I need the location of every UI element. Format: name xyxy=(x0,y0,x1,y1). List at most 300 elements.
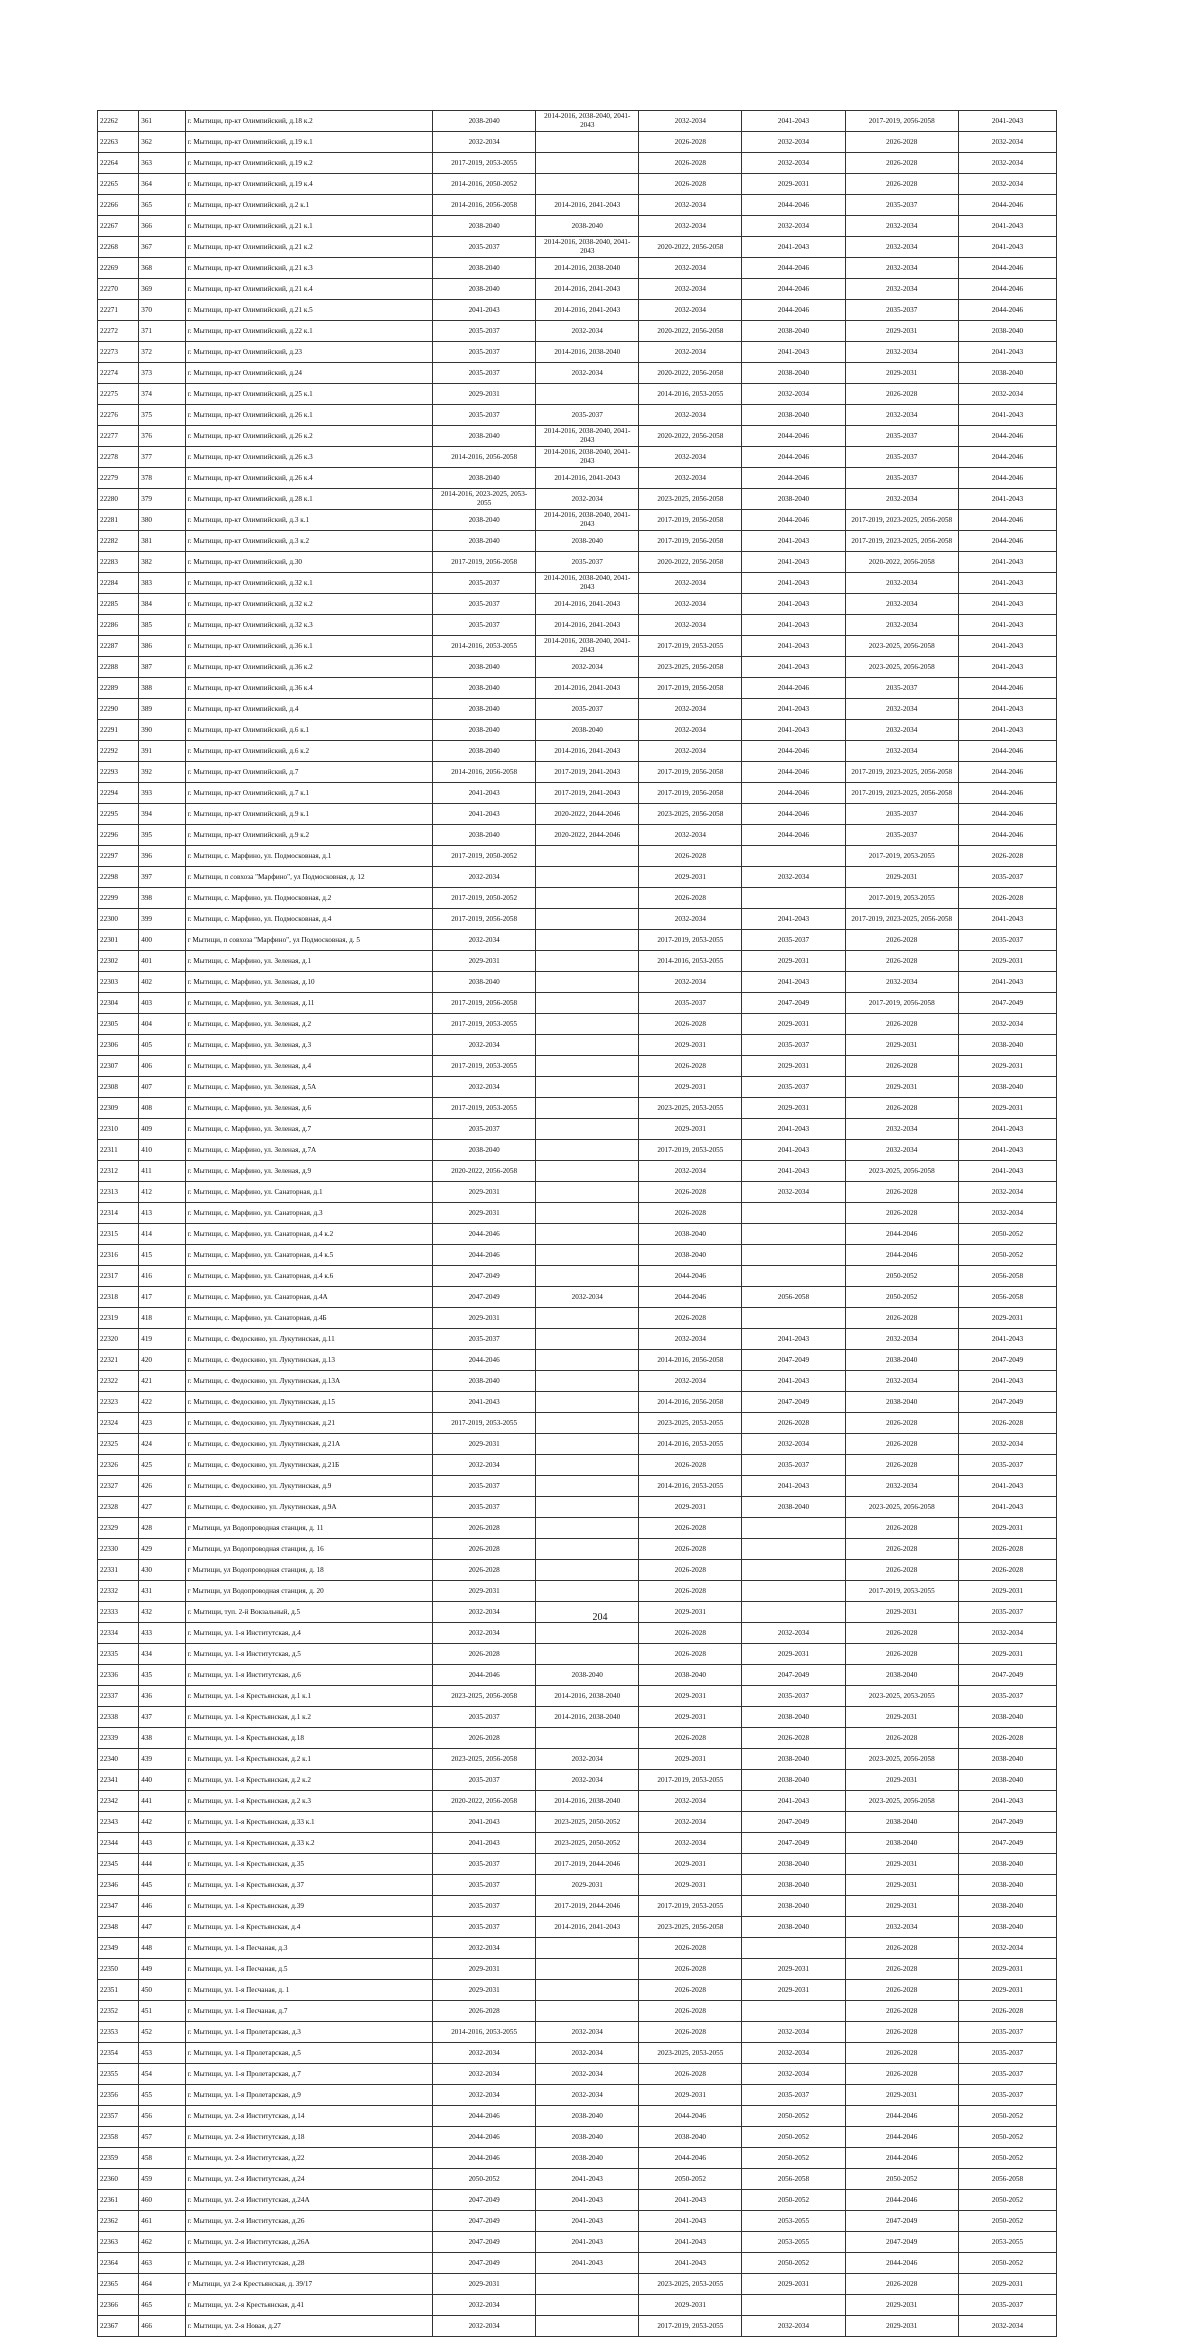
row-number-cell: 395 xyxy=(139,825,185,846)
row-id-cell: 22282 xyxy=(98,531,139,552)
address-cell: г. Мытищи, с. Федоскино, ул. Лукутинская, д.9А xyxy=(185,1497,432,1518)
period-cell-4: 2041-2043 xyxy=(742,615,845,636)
period-cell-3: 2017-2019, 2053-2055 xyxy=(639,2316,742,2337)
row-id-cell: 22321 xyxy=(98,1350,139,1371)
table-row xyxy=(98,1287,1057,1308)
period-cell-3: 2026-2028 xyxy=(639,174,742,195)
period-cell-3: 2029-2031 xyxy=(639,1035,742,1056)
table-row xyxy=(98,1413,1057,1434)
address-cell: г. Мытищи, с. Марфино, ул. Санаторная, д.4Б xyxy=(185,1308,432,1329)
period-cell-3: 2023-2025, 2053-2055 xyxy=(639,1098,742,1119)
period-cell-5: 2026-2028 xyxy=(845,2001,958,2022)
row-id-cell: 22320 xyxy=(98,1329,139,1350)
period-cell-2: 2014-2016, 2038-2040, 2041-2043 xyxy=(536,510,639,531)
row-number-cell: 376 xyxy=(139,426,185,447)
period-cell-6: 2035-2037 xyxy=(958,2022,1056,2043)
row-id-cell: 22365 xyxy=(98,2274,139,2295)
period-cell-3: 2041-2043 xyxy=(639,2190,742,2211)
row-number-cell: 411 xyxy=(139,1161,185,1182)
period-cell-4: 2032-2034 xyxy=(742,1182,845,1203)
period-cell-5: 2035-2037 xyxy=(845,300,958,321)
row-id-cell: 22344 xyxy=(98,1833,139,1854)
address-cell: г. Мытищи, пр-кт Олимпийский, д.22 к.1 xyxy=(185,321,432,342)
table-row xyxy=(98,1224,1057,1245)
period-cell-6: 2041-2043 xyxy=(958,909,1056,930)
period-cell-5: 2023-2025, 2056-2058 xyxy=(845,636,958,657)
period-cell-2 xyxy=(536,1224,639,1245)
period-cell-1: 2029-2031 xyxy=(433,1980,536,2001)
period-cell-4: 2053-2055 xyxy=(742,2232,845,2253)
table-row xyxy=(98,1728,1057,1749)
address-cell: г. Мытищи, пр-кт Олимпийский, д.19 к.4 xyxy=(185,174,432,195)
row-number-cell: 385 xyxy=(139,615,185,636)
row-id-cell: 22268 xyxy=(98,237,139,258)
row-id-cell: 22338 xyxy=(98,1707,139,1728)
period-cell-1: 2014-2016, 2023-2025, 2053-2055 xyxy=(433,489,536,510)
period-cell-5: 2032-2034 xyxy=(845,615,958,636)
period-cell-5: 2026-2028 xyxy=(845,1014,958,1035)
row-id-cell: 22367 xyxy=(98,2316,139,2337)
period-cell-4: 2044-2046 xyxy=(742,279,845,300)
period-cell-3: 2026-2028 xyxy=(639,153,742,174)
period-cell-6: 2029-2031 xyxy=(958,2274,1056,2295)
row-number-cell: 379 xyxy=(139,489,185,510)
period-cell-6: 2056-2058 xyxy=(958,2169,1056,2190)
period-cell-2: 2014-2016, 2041-2043 xyxy=(536,1917,639,1938)
period-cell-1: 2044-2046 xyxy=(433,1665,536,1686)
period-cell-2: 2017-2019, 2041-2043 xyxy=(536,762,639,783)
table-row xyxy=(98,888,1057,909)
period-cell-6: 2041-2043 xyxy=(958,1497,1056,1518)
address-cell: г. Мытищи, ул. 2-я Институтская, д.22 xyxy=(185,2148,432,2169)
row-number-cell: 428 xyxy=(139,1518,185,1539)
period-cell-1: 2047-2049 xyxy=(433,2211,536,2232)
address-cell: г. Мытищи, ул. 1-я Песчаная, д.7 xyxy=(185,2001,432,2022)
period-cell-6: 2050-2052 xyxy=(958,2148,1056,2169)
row-id-cell: 22295 xyxy=(98,804,139,825)
row-id-cell: 22351 xyxy=(98,1980,139,2001)
period-cell-6: 2038-2040 xyxy=(958,1854,1056,1875)
period-cell-5: 2047-2049 xyxy=(845,2232,958,2253)
period-cell-3: 2032-2034 xyxy=(639,1791,742,1812)
period-cell-5: 2035-2037 xyxy=(845,825,958,846)
period-cell-4 xyxy=(742,1581,845,1602)
table-row xyxy=(98,1770,1057,1791)
row-number-cell: 392 xyxy=(139,762,185,783)
period-cell-3: 2038-2040 xyxy=(639,2127,742,2148)
address-cell: г. Мытищи, ул. 1-я Крестьянская, д.33 к.2 xyxy=(185,1833,432,1854)
row-number-cell: 363 xyxy=(139,153,185,174)
period-cell-4: 2032-2034 xyxy=(742,2064,845,2085)
period-cell-5: 2032-2034 xyxy=(845,216,958,237)
period-cell-2: 2038-2040 xyxy=(536,531,639,552)
period-cell-6: 2032-2034 xyxy=(958,1623,1056,1644)
period-cell-1: 2038-2040 xyxy=(433,972,536,993)
row-id-cell: 22307 xyxy=(98,1056,139,1077)
period-cell-1: 2038-2040 xyxy=(433,258,536,279)
period-cell-3: 2032-2034 xyxy=(639,1161,742,1182)
period-cell-5: 2026-2028 xyxy=(845,951,958,972)
period-cell-2: 2014-2016, 2041-2043 xyxy=(536,615,639,636)
period-cell-4: 2053-2055 xyxy=(742,2211,845,2232)
address-cell: г. Мытищи, пр-кт Олимпийский, д.36 к.4 xyxy=(185,678,432,699)
address-cell: г Мытищи, ул Водопроводная станция, д. 18 xyxy=(185,1560,432,1581)
period-cell-6: 2038-2040 xyxy=(958,1077,1056,1098)
address-cell: г. Мытищи, пр-кт Олимпийский, д.7 xyxy=(185,762,432,783)
period-cell-4: 2035-2037 xyxy=(742,1686,845,1707)
period-cell-4: 2044-2046 xyxy=(742,447,845,468)
period-cell-4: 2032-2034 xyxy=(742,2316,845,2337)
address-cell: г. Мытищи, ул. 1-я Институтская, д.5 xyxy=(185,1644,432,1665)
row-number-cell: 380 xyxy=(139,510,185,531)
period-cell-1: 2026-2028 xyxy=(433,1728,536,1749)
address-cell: г. Мытищи, пр-кт Олимпийский, д.21 к.4 xyxy=(185,279,432,300)
address-cell: г. Мытищи, с. Федоскино, ул. Лукутинская, д.21А xyxy=(185,1434,432,1455)
period-cell-4: 2032-2034 xyxy=(742,384,845,405)
period-cell-6: 2041-2043 xyxy=(958,657,1056,678)
period-cell-4: 2044-2046 xyxy=(742,426,845,447)
period-cell-2 xyxy=(536,993,639,1014)
period-cell-3: 2044-2046 xyxy=(639,1287,742,1308)
period-cell-6: 2044-2046 xyxy=(958,258,1056,279)
row-id-cell: 22263 xyxy=(98,132,139,153)
row-number-cell: 453 xyxy=(139,2043,185,2064)
row-id-cell: 22327 xyxy=(98,1476,139,1497)
period-cell-3: 2032-2034 xyxy=(639,741,742,762)
period-cell-2 xyxy=(536,1245,639,1266)
row-number-cell: 434 xyxy=(139,1644,185,1665)
period-cell-6: 2035-2037 xyxy=(958,1455,1056,1476)
address-cell: г. Мытищи, ул. 2-я Новая, д.27 xyxy=(185,2316,432,2337)
period-cell-6: 2041-2043 xyxy=(958,342,1056,363)
period-cell-4: 2041-2043 xyxy=(742,531,845,552)
address-cell: г. Мытищи, ул. 1-я Крестьянская, д.2 к.1 xyxy=(185,1749,432,1770)
period-cell-3: 2020-2022, 2056-2058 xyxy=(639,321,742,342)
period-cell-1: 2035-2037 xyxy=(433,405,536,426)
row-id-cell: 22297 xyxy=(98,846,139,867)
address-cell: г. Мытищи, п совхоза "Марфино", ул Подмосковная, д. 12 xyxy=(185,867,432,888)
period-cell-2 xyxy=(536,1938,639,1959)
period-cell-6: 2038-2040 xyxy=(958,321,1056,342)
period-cell-3: 2038-2040 xyxy=(639,1224,742,1245)
period-cell-5: 2035-2037 xyxy=(845,804,958,825)
period-cell-5: 2029-2031 xyxy=(845,1707,958,1728)
period-cell-2 xyxy=(536,1581,639,1602)
table-row xyxy=(98,1182,1057,1203)
period-cell-4: 2038-2040 xyxy=(742,321,845,342)
address-cell: г. Мытищи, пр-кт Олимпийский, д.9 к.2 xyxy=(185,825,432,846)
period-cell-6: 2053-2055 xyxy=(958,2232,1056,2253)
table-row xyxy=(98,2148,1057,2169)
period-cell-4: 2032-2034 xyxy=(742,1623,845,1644)
row-number-cell: 406 xyxy=(139,1056,185,1077)
row-number-cell: 438 xyxy=(139,1728,185,1749)
table-row xyxy=(98,2274,1057,2295)
period-cell-4: 2044-2046 xyxy=(742,258,845,279)
period-cell-4: 2041-2043 xyxy=(742,720,845,741)
period-cell-4: 2044-2046 xyxy=(742,783,845,804)
period-cell-5: 2023-2025, 2056-2058 xyxy=(845,1497,958,1518)
period-cell-6: 2041-2043 xyxy=(958,1161,1056,1182)
period-cell-2: 2032-2034 xyxy=(536,363,639,384)
period-cell-2: 2014-2016, 2041-2043 xyxy=(536,468,639,489)
period-cell-4 xyxy=(742,1224,845,1245)
period-cell-5: 2026-2028 xyxy=(845,2274,958,2295)
row-number-cell: 431 xyxy=(139,1581,185,1602)
period-cell-6: 2026-2028 xyxy=(958,1413,1056,1434)
period-cell-3: 2026-2028 xyxy=(639,132,742,153)
address-cell: г. Мытищи, с. Федоскино, ул. Лукутинская, д.9 xyxy=(185,1476,432,1497)
period-cell-6: 2041-2043 xyxy=(958,699,1056,720)
address-cell: г. Мытищи, с. Федоскино, ул. Лукутинская, д.13 xyxy=(185,1350,432,1371)
period-cell-1: 2029-2031 xyxy=(433,1182,536,1203)
table-row xyxy=(98,384,1057,405)
period-cell-1: 2014-2016, 2053-2055 xyxy=(433,2022,536,2043)
table-row xyxy=(98,552,1057,573)
period-cell-3: 2029-2031 xyxy=(639,1707,742,1728)
period-cell-3: 2026-2028 xyxy=(639,1518,742,1539)
period-cell-3: 2026-2028 xyxy=(639,1308,742,1329)
row-number-cell: 415 xyxy=(139,1245,185,1266)
address-cell: г. Мытищи, пр-кт Олимпийский, д.4 xyxy=(185,699,432,720)
row-number-cell: 445 xyxy=(139,1875,185,1896)
row-number-cell: 397 xyxy=(139,867,185,888)
address-cell: г. Мытищи, с. Федоскино, ул. Лукутинская, д.21 xyxy=(185,1413,432,1434)
period-cell-5: 2017-2019, 2056-2058 xyxy=(845,993,958,1014)
period-cell-5: 2017-2019, 2053-2055 xyxy=(845,846,958,867)
period-cell-6: 2041-2043 xyxy=(958,636,1056,657)
address-cell: г. Мытищи, ул. 1-я Крестьянская, д.33 к.1 xyxy=(185,1812,432,1833)
period-cell-6: 2029-2031 xyxy=(958,1980,1056,2001)
period-cell-2 xyxy=(536,1035,639,1056)
period-cell-6: 2041-2043 xyxy=(958,972,1056,993)
table-row xyxy=(98,1371,1057,1392)
period-cell-4: 2050-2052 xyxy=(742,2253,845,2274)
row-id-cell: 22316 xyxy=(98,1245,139,1266)
period-cell-3: 2026-2028 xyxy=(639,1728,742,1749)
row-id-cell: 22355 xyxy=(98,2064,139,2085)
table-row xyxy=(98,1476,1057,1497)
table-row xyxy=(98,720,1057,741)
period-cell-5: 2026-2028 xyxy=(845,153,958,174)
period-cell-3: 2035-2037 xyxy=(639,993,742,1014)
row-id-cell: 22284 xyxy=(98,573,139,594)
period-cell-4: 2044-2046 xyxy=(742,300,845,321)
row-id-cell: 22339 xyxy=(98,1728,139,1749)
period-cell-6: 2029-2031 xyxy=(958,1518,1056,1539)
period-cell-5: 2032-2034 xyxy=(845,1140,958,1161)
row-number-cell: 430 xyxy=(139,1560,185,1581)
address-cell: г Мытищи, ул Водопроводная станция, д. 16 xyxy=(185,1539,432,1560)
period-cell-1: 2035-2037 xyxy=(433,342,536,363)
period-cell-3: 2032-2034 xyxy=(639,1371,742,1392)
period-cell-1: 2041-2043 xyxy=(433,783,536,804)
period-cell-3: 2026-2028 xyxy=(639,1644,742,1665)
period-cell-3: 2026-2028 xyxy=(639,2064,742,2085)
period-cell-5: 2026-2028 xyxy=(845,2043,958,2064)
row-id-cell: 22349 xyxy=(98,1938,139,1959)
period-cell-6: 2041-2043 xyxy=(958,216,1056,237)
row-number-cell: 365 xyxy=(139,195,185,216)
period-cell-2 xyxy=(536,2316,639,2337)
address-cell: г. Мытищи, пр-кт Олимпийский, д.26 к.2 xyxy=(185,426,432,447)
period-cell-4: 2044-2046 xyxy=(742,804,845,825)
period-cell-3: 2032-2034 xyxy=(639,342,742,363)
period-cell-5: 2047-2049 xyxy=(845,2211,958,2232)
period-cell-5: 2029-2031 xyxy=(845,321,958,342)
address-cell: г Мытищи, п совхоза "Марфино", ул Подмосковная, д. 5 xyxy=(185,930,432,951)
table-row xyxy=(98,237,1057,258)
period-cell-3: 2044-2046 xyxy=(639,2148,742,2169)
period-cell-5: 2032-2034 xyxy=(845,741,958,762)
period-cell-5: 2026-2028 xyxy=(845,1098,958,1119)
period-cell-1: 2014-2016, 2056-2058 xyxy=(433,195,536,216)
row-number-cell: 437 xyxy=(139,1707,185,1728)
table-row xyxy=(98,468,1057,489)
period-cell-5: 2026-2028 xyxy=(845,1434,958,1455)
period-cell-3: 2026-2028 xyxy=(639,1182,742,1203)
table-row xyxy=(98,1686,1057,1707)
row-id-cell: 22342 xyxy=(98,1791,139,1812)
table-row xyxy=(98,972,1057,993)
row-id-cell: 22303 xyxy=(98,972,139,993)
period-cell-1: 2044-2046 xyxy=(433,2127,536,2148)
period-cell-6: 2035-2037 xyxy=(958,2295,1056,2316)
period-cell-4 xyxy=(742,846,845,867)
period-cell-6: 2038-2040 xyxy=(958,1707,1056,1728)
period-cell-2 xyxy=(536,1014,639,1035)
period-cell-6: 2044-2046 xyxy=(958,510,1056,531)
period-cell-6: 2032-2034 xyxy=(958,1938,1056,1959)
period-cell-4: 2041-2043 xyxy=(742,237,845,258)
row-number-cell: 425 xyxy=(139,1455,185,1476)
row-number-cell: 394 xyxy=(139,804,185,825)
period-cell-4: 2047-2049 xyxy=(742,993,845,1014)
period-cell-2: 2017-2019, 2044-2046 xyxy=(536,1896,639,1917)
table-row xyxy=(98,741,1057,762)
address-cell: г. Мытищи, ул. 1-я Крестьянская, д.37 xyxy=(185,1875,432,1896)
row-id-cell: 22362 xyxy=(98,2211,139,2232)
period-cell-1: 2029-2031 xyxy=(433,1308,536,1329)
row-number-cell: 369 xyxy=(139,279,185,300)
period-cell-2: 2032-2034 xyxy=(536,657,639,678)
period-cell-2 xyxy=(536,1056,639,1077)
period-cell-3: 2020-2022, 2056-2058 xyxy=(639,363,742,384)
period-cell-5: 2032-2034 xyxy=(845,405,958,426)
address-cell: г. Мытищи, ул. 2-я Институтская, д.18 xyxy=(185,2127,432,2148)
row-number-cell: 410 xyxy=(139,1140,185,1161)
period-cell-3: 2029-2031 xyxy=(639,1497,742,1518)
table-row xyxy=(98,426,1057,447)
period-cell-5: 2032-2034 xyxy=(845,1329,958,1350)
period-cell-6: 2032-2034 xyxy=(958,132,1056,153)
period-cell-5: 2032-2034 xyxy=(845,573,958,594)
table-row xyxy=(98,2253,1057,2274)
address-cell: г. Мытищи, ул. 2-я Институтская, д.24 xyxy=(185,2169,432,2190)
address-cell: г. Мытищи, пр-кт Олимпийский, д.6 к.2 xyxy=(185,741,432,762)
table-row xyxy=(98,510,1057,531)
address-cell: г. Мытищи, пр-кт Олимпийский, д.3 к.1 xyxy=(185,510,432,531)
table-row xyxy=(98,804,1057,825)
period-cell-3: 2032-2034 xyxy=(639,1812,742,1833)
period-cell-5: 2029-2031 xyxy=(845,1854,958,1875)
period-cell-5: 2044-2046 xyxy=(845,2190,958,2211)
period-cell-1: 2038-2040 xyxy=(433,468,536,489)
period-cell-3: 2041-2043 xyxy=(639,2211,742,2232)
row-id-cell: 22314 xyxy=(98,1203,139,1224)
period-cell-5: 2026-2028 xyxy=(845,1539,958,1560)
table-row xyxy=(98,1875,1057,1896)
row-number-cell: 418 xyxy=(139,1308,185,1329)
period-cell-2 xyxy=(536,1959,639,1980)
table-row xyxy=(98,1539,1057,1560)
period-cell-5: 2023-2025, 2053-2055 xyxy=(845,1686,958,1707)
period-cell-2: 2038-2040 xyxy=(536,1665,639,1686)
period-cell-6: 2050-2052 xyxy=(958,2211,1056,2232)
address-cell: г. Мытищи, ул. 2-я Институтская, д.24А xyxy=(185,2190,432,2211)
period-cell-1: 2032-2034 xyxy=(433,867,536,888)
period-cell-2: 2014-2016, 2038-2040, 2041-2043 xyxy=(536,237,639,258)
row-number-cell: 442 xyxy=(139,1812,185,1833)
table-row xyxy=(98,678,1057,699)
address-cell: г. Мытищи, с. Марфино, ул. Зеленая, д.4 xyxy=(185,1056,432,1077)
period-cell-4: 2029-2031 xyxy=(742,1959,845,1980)
table-row xyxy=(98,1140,1057,1161)
period-cell-2 xyxy=(536,1266,639,1287)
period-cell-3: 2023-2025, 2056-2058 xyxy=(639,804,742,825)
period-cell-2 xyxy=(536,888,639,909)
period-cell-6: 2029-2031 xyxy=(958,1581,1056,1602)
period-cell-6: 2038-2040 xyxy=(958,1896,1056,1917)
period-cell-1: 2017-2019, 2053-2055 xyxy=(433,1056,536,1077)
period-cell-5: 2035-2037 xyxy=(845,678,958,699)
address-cell: г. Мытищи, с. Марфино, ул. Зеленая, д.7А xyxy=(185,1140,432,1161)
table-row xyxy=(98,657,1057,678)
row-number-cell: 414 xyxy=(139,1224,185,1245)
period-cell-3: 2023-2025, 2053-2055 xyxy=(639,2043,742,2064)
period-cell-4: 2041-2043 xyxy=(742,1140,845,1161)
period-cell-5: 2032-2034 xyxy=(845,972,958,993)
period-cell-6: 2056-2058 xyxy=(958,1287,1056,1308)
period-cell-2: 2035-2037 xyxy=(536,552,639,573)
row-id-cell: 22348 xyxy=(98,1917,139,1938)
period-cell-6: 2035-2037 xyxy=(958,1602,1056,1623)
row-id-cell: 22343 xyxy=(98,1812,139,1833)
period-cell-4: 2041-2043 xyxy=(742,1476,845,1497)
period-cell-6: 2032-2034 xyxy=(958,153,1056,174)
row-id-cell: 22318 xyxy=(98,1287,139,1308)
period-cell-5: 2032-2034 xyxy=(845,1476,958,1497)
period-cell-6: 2041-2043 xyxy=(958,1476,1056,1497)
period-cell-1: 2032-2034 xyxy=(433,1938,536,1959)
period-cell-2: 2014-2016, 2038-2040, 2041-2043 xyxy=(536,636,639,657)
period-cell-1: 2038-2040 xyxy=(433,426,536,447)
period-cell-4: 2026-2028 xyxy=(742,1728,845,1749)
period-cell-3: 2029-2031 xyxy=(639,2085,742,2106)
table-row xyxy=(98,447,1057,468)
period-cell-2 xyxy=(536,132,639,153)
table-row xyxy=(98,930,1057,951)
address-cell: г. Мытищи, ул. 1-я Пролетарская, д.7 xyxy=(185,2064,432,2085)
row-id-cell: 22354 xyxy=(98,2043,139,2064)
period-cell-2: 2020-2022, 2044-2046 xyxy=(536,804,639,825)
row-number-cell: 412 xyxy=(139,1182,185,1203)
period-cell-4: 2032-2034 xyxy=(742,2043,845,2064)
period-cell-4 xyxy=(742,2295,845,2316)
table-row xyxy=(98,1812,1057,1833)
row-id-cell: 22346 xyxy=(98,1875,139,1896)
table-row xyxy=(98,1518,1057,1539)
